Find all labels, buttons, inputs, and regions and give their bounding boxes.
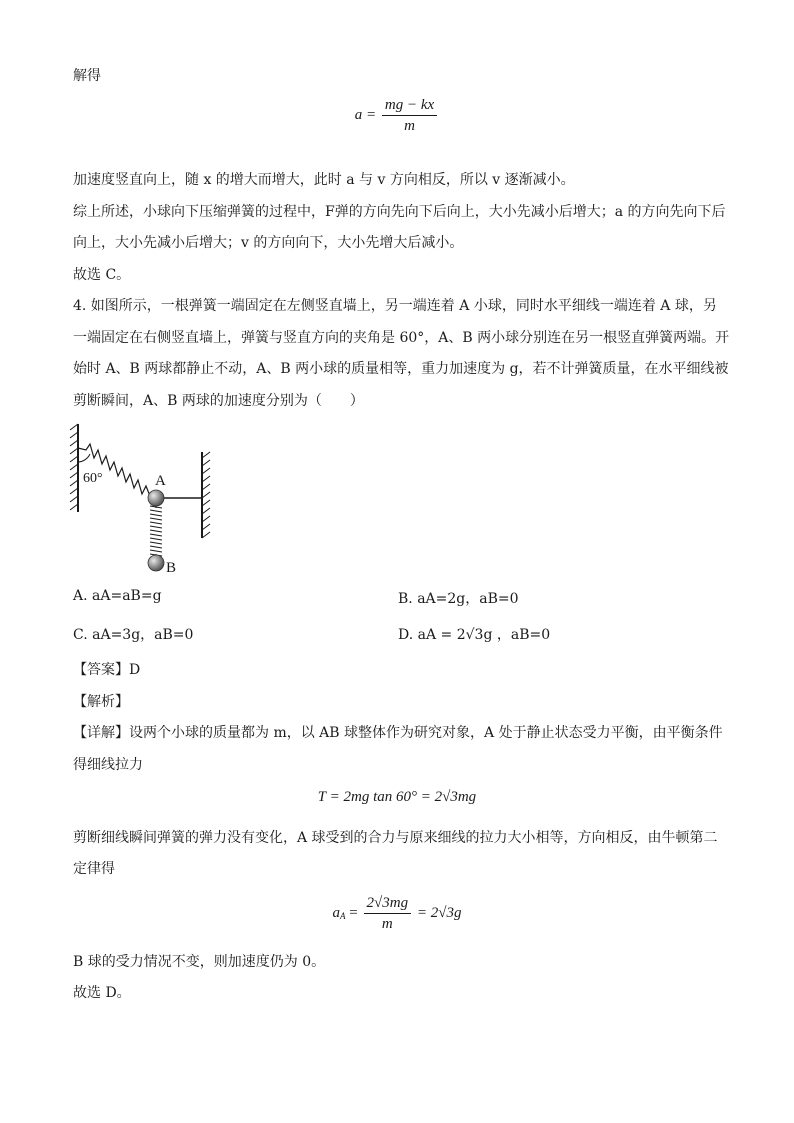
ball-a — [148, 490, 164, 506]
analysis-label: 【解析】 — [73, 694, 129, 710]
right-wall-hatch — [202, 452, 210, 538]
spring-diagram — [66, 420, 226, 580]
question-line-2: 一端固定在右侧竖直墙上，弹簧与竖直方向的夹角是 60°，A、B 两小球分别连在另一根竖直弹簧两端。开 — [73, 330, 730, 346]
text-line-3: 加速度竖直向上，随 x 的增大而增大，此时 a 与 v 方向相反，所以 v 逐渐减小。 — [73, 172, 575, 188]
detail-line-2: 得细线拉力 — [73, 757, 143, 773]
text-jiede: 解得 — [73, 68, 101, 84]
ball-b-label: B — [166, 560, 177, 576]
detail-line-6: 故选 D。 — [73, 985, 131, 1001]
text-line-5: 向上，大小先减小后增大；v 的方向向下，大小先增大后减小。 — [73, 235, 464, 251]
detail-line-4: 定律得 — [73, 861, 115, 877]
eq3-subscript: A — [340, 910, 346, 921]
eq1-numerator: mg − kx — [382, 96, 437, 116]
ball-a-label: A — [155, 473, 166, 489]
eq3-numerator: 2√3mg — [364, 894, 412, 914]
eq1-denominator: m — [404, 118, 415, 134]
vertical-spring — [150, 504, 162, 558]
option-c: C. aA=3g，aB=0 — [73, 627, 194, 643]
eq3-rhs: = 2√3g — [416, 904, 462, 921]
eq3-lhs: a — [332, 904, 341, 921]
question-line-3: 始时 A、B 两球都静止不动，A、B 两小球的质量相等，重力加速度为 g，若不计弹簧质量，在水平细线被 — [73, 361, 729, 377]
eq1-fraction — [382, 96, 437, 135]
answer-label: 【答案】D — [73, 662, 141, 678]
detail-line-5: B 球的受力情况不变，则加速度仍为 0。 — [73, 954, 326, 970]
text-line-4: 综上所述，小球向下压缩弹簧的过程中，F弹的方向先向下后向上，大小先减小后增大；a 的方向先向下后 — [73, 204, 726, 220]
angle-label: 60° — [83, 471, 103, 486]
question-line-1: 4. 如图所示，一根弹簧一端固定在左侧竖直墙上，另一端连着 A 小球，同时水平细线一端连着 A 球，另 — [73, 298, 717, 314]
eq3-denominator: m — [381, 916, 393, 932]
ball-b — [148, 555, 164, 571]
equation-a — [0, 96, 794, 135]
option-a: A. aA=aB=g — [73, 588, 162, 604]
option-d: D. aA = 2√3g ，aB=0 — [398, 627, 551, 643]
question-line-4: 剪断瞬间，A、B 两球的加速度分别为（ ） — [73, 393, 364, 409]
detail-line-3: 剪断细线瞬间弹簧的弹力没有变化，A 球受到的合力与原来细线的拉力大小相等，方向相反，由牛顿第二 — [73, 830, 718, 846]
equation-acceleration: $a_A$ = $\frac{2√3mg}{m}$ = 2√3g — [332, 895, 462, 932]
eq1-lhs: a = — [354, 106, 377, 123]
text-line-6: 故选 C。 — [73, 267, 131, 283]
detail-line-1: 【详解】设两个小球的质量都为 m，以 AB 球整体作为研究对象，A 处于静止状态受力平衡，由平衡条件 — [73, 725, 723, 741]
option-b: B. aA=2g，aB=0 — [398, 591, 519, 607]
eq3-fraction — [364, 894, 412, 933]
left-wall-hatch — [70, 424, 78, 510]
angle-arc — [78, 454, 90, 462]
equation-tension: T = 2mg tan 60° = 2√3mg — [317, 789, 477, 805]
